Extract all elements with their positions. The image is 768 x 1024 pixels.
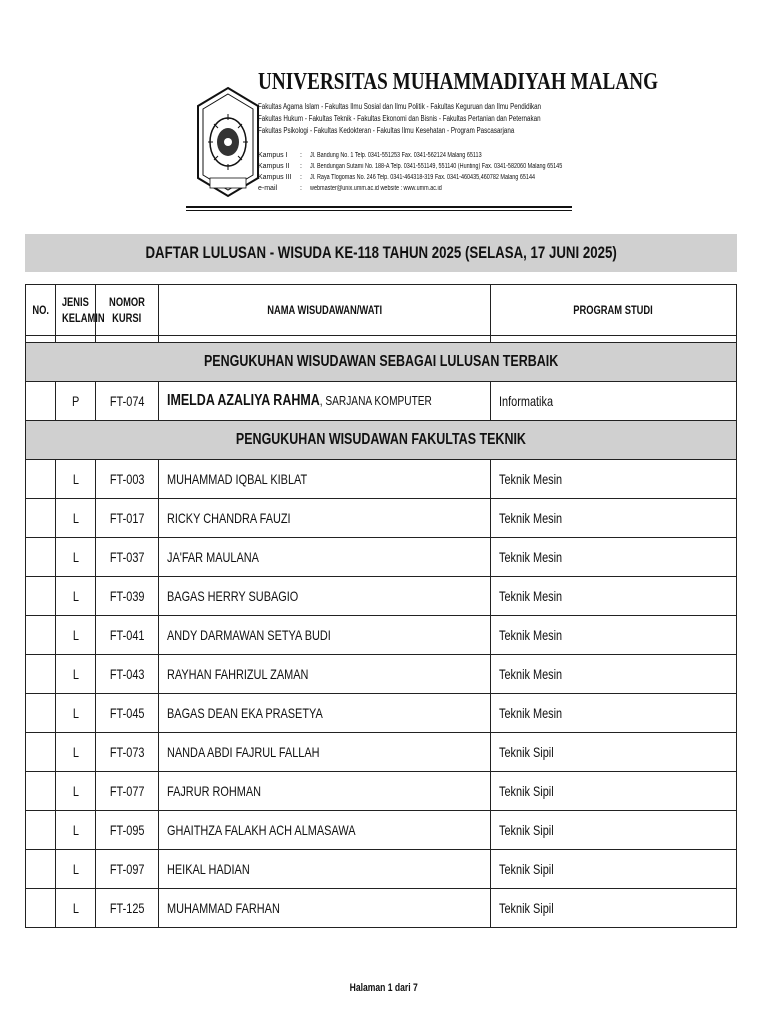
cell-jenis-kelamin: P — [56, 382, 96, 421]
title-bar — [25, 234, 737, 272]
table-row — [26, 850, 737, 889]
cell-jenis-kelamin: L — [56, 577, 96, 616]
cell-no — [26, 499, 56, 538]
section-row-best — [26, 343, 737, 382]
cell-nama: GHAITHZA FALAKH ACH ALMASAWA — [159, 811, 490, 850]
cell-program-studi: Teknik Mesin — [490, 538, 736, 577]
section-title-best: PENGUKUHAN WISUDAWAN SEBAGAI LULUSAN TERBAIK — [203, 353, 559, 370]
cell-nomor-kursi: FT-039 — [96, 577, 159, 616]
cell-jenis-kelamin: L — [56, 772, 96, 811]
university-seal-logo — [196, 86, 260, 198]
cell-no — [26, 772, 56, 811]
cell-nomor-kursi: FT-043 — [96, 655, 159, 694]
cell-nama: NANDA ABDI FAJRUL FALLAH — [159, 733, 490, 772]
cell-no — [26, 694, 56, 733]
cell-nomor-kursi: FT-017 — [96, 499, 159, 538]
cell-program-studi: Teknik Sipil — [490, 733, 736, 772]
campus-addresses — [258, 150, 633, 194]
cell-program-studi: Teknik Sipil — [490, 772, 736, 811]
cell-program-studi: Teknik Sipil — [490, 850, 736, 889]
table-row-best-graduate — [26, 382, 737, 421]
table-row — [26, 733, 737, 772]
cell-jenis-kelamin: L — [56, 499, 96, 538]
cell-jenis-kelamin: L — [56, 655, 96, 694]
email-line: e-mail : webmaster@unix.umm.ac.id website : www.umm.ac.id — [258, 185, 442, 192]
cell-jenis-kelamin: L — [56, 460, 96, 499]
faculty-line: Fakultas Agama Islam - Fakultas Ilmu Sosial dan Ilmu Politik - Fakultas Keguruan dan Ilmu Pendidikan — [258, 102, 542, 111]
cell-no — [26, 850, 56, 889]
cell-no — [26, 811, 56, 850]
spacer-row — [26, 336, 737, 343]
cell-jenis-kelamin: L — [56, 850, 96, 889]
cell-no — [26, 538, 56, 577]
cell-no — [26, 382, 56, 421]
cell-jenis-kelamin: L — [56, 616, 96, 655]
letterhead-divider-thin — [186, 210, 572, 211]
cell-no — [26, 889, 56, 928]
table-header-row — [26, 285, 737, 336]
letterhead-divider — [186, 206, 572, 208]
cell-nomor-kursi: FT-074 — [96, 382, 159, 421]
cell-nama: RICKY CHANDRA FAUZI — [159, 499, 490, 538]
table-row — [26, 694, 737, 733]
cell-no — [26, 733, 56, 772]
graduates-table — [25, 284, 737, 928]
table-row — [26, 616, 737, 655]
table-row — [26, 460, 737, 499]
cell-program-studi: Informatika — [490, 382, 736, 421]
header-nomor-kursi: NOMOR KURSI — [96, 285, 159, 336]
university-name: UNIVERSITAS MUHAMMADIYAH MALANG — [258, 69, 659, 95]
cell-nama: ANDY DARMAWAN SETYA BUDI — [159, 616, 490, 655]
cell-nomor-kursi: FT-041 — [96, 616, 159, 655]
cell-program-studi: Teknik Mesin — [490, 499, 736, 538]
cell-program-studi: Teknik Sipil — [490, 889, 736, 928]
cell-jenis-kelamin: L — [56, 889, 96, 928]
cell-nama: BAGAS HERRY SUBAGIO — [159, 577, 490, 616]
cell-no — [26, 460, 56, 499]
cell-nama: MUHAMMAD IQBAL KIBLAT — [159, 460, 490, 499]
cell-no — [26, 577, 56, 616]
document-title: DAFTAR LULUSAN - WISUDA KE-118 TAHUN 2025 (SELASA, 17 JUNI 2025) — [145, 243, 617, 262]
page-number: Halaman 1 dari 7 — [349, 982, 419, 994]
cell-nomor-kursi: FT-003 — [96, 460, 159, 499]
cell-jenis-kelamin: L — [56, 538, 96, 577]
cell-program-studi: Teknik Mesin — [490, 460, 736, 499]
cell-nomor-kursi: FT-125 — [96, 889, 159, 928]
cell-nomor-kursi: FT-095 — [96, 811, 159, 850]
faculty-list — [258, 101, 621, 137]
cell-program-studi: Teknik Sipil — [490, 811, 736, 850]
cell-nama: BAGAS DEAN EKA PRASETYA — [159, 694, 490, 733]
cell-program-studi: Teknik Mesin — [490, 616, 736, 655]
table-row — [26, 811, 737, 850]
cell-nama: MUHAMMAD FARHAN — [159, 889, 490, 928]
cell-nama: JA'FAR MAULANA — [159, 538, 490, 577]
table-row — [26, 772, 737, 811]
header-jenis-kelamin: JENIS KELAMIN — [56, 285, 96, 336]
cell-nama: HEIKAL HADIAN — [159, 850, 490, 889]
table-row — [26, 538, 737, 577]
cell-nomor-kursi: FT-037 — [96, 538, 159, 577]
cell-jenis-kelamin: L — [56, 811, 96, 850]
cell-nomor-kursi: FT-097 — [96, 850, 159, 889]
header-no: NO. — [26, 285, 56, 336]
cell-jenis-kelamin: L — [56, 694, 96, 733]
cell-program-studi: Teknik Mesin — [490, 655, 736, 694]
cell-nama: RAYHAN FAHRIZUL ZAMAN — [159, 655, 490, 694]
campus-line: Kampus II : Jl. Bendungan Sutami No. 188-A Telp. 0341-551149, 551140 (Hunting) Fax. 0341-582060 Malang 65145 — [258, 163, 563, 170]
table-row — [26, 889, 737, 928]
table-row — [26, 655, 737, 694]
cell-nomor-kursi: FT-077 — [96, 772, 159, 811]
campus-line: Kampus I : Jl. Bandung No. 1 Telp. 0341-551253 Fax. 0341-562124 Malang 65113 — [258, 152, 482, 159]
best-graduate-name: IMELDA AZALIYA RAHMA — [167, 392, 320, 409]
campus-line: Kampus III : Jl. Raya Tlogomas No. 246 Telp. 0341-464318-319 Fax. 0341-460435,460782 Malang 65144 — [258, 174, 536, 181]
cell-no — [26, 655, 56, 694]
header-nama: NAMA WISUDAWAN/WATI — [159, 285, 490, 336]
faculty-line: Fakultas Hukum - Fakultas Teknik - Fakultas Ekonomi dan Bisnis - Fakultas Pertanian dan Peternakan — [258, 114, 541, 123]
cell-program-studi: Teknik Mesin — [490, 577, 736, 616]
cell-program-studi: Teknik Mesin — [490, 694, 736, 733]
cell-nama — [159, 382, 490, 421]
header-program-studi: PROGRAM STUDI — [490, 285, 736, 336]
best-graduate-degree: , SARJANA KOMPUTER — [319, 393, 433, 408]
cell-no — [26, 616, 56, 655]
cell-nomor-kursi: FT-073 — [96, 733, 159, 772]
section-row-faculty — [26, 421, 737, 460]
table-row — [26, 577, 737, 616]
cell-jenis-kelamin: L — [56, 733, 96, 772]
letterhead — [186, 64, 659, 214]
table-row — [26, 499, 737, 538]
cell-nama: FAJRUR ROHMAN — [159, 772, 490, 811]
faculty-line: Fakultas Psikologi - Fakultas Kedokteran - Fakultas Ilmu Kesehatan - Program Pascasarjana — [258, 126, 515, 135]
cell-nomor-kursi: FT-045 — [96, 694, 159, 733]
section-title-faculty: PENGUKUHAN WISUDAWAN FAKULTAS TEKNIK — [235, 431, 527, 448]
